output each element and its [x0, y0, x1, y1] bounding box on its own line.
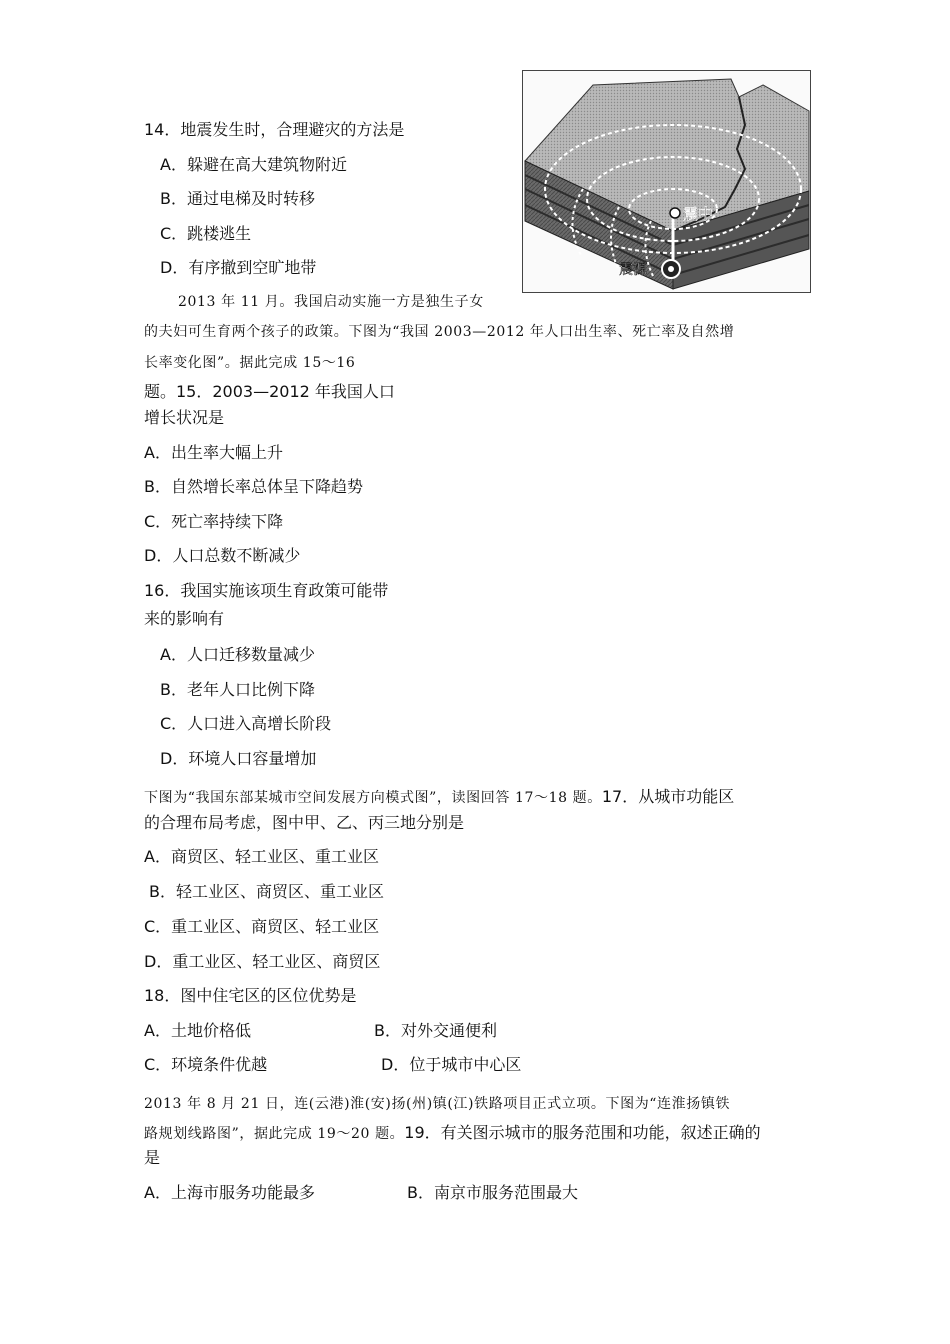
- earthquake-diagram: [523, 71, 810, 292]
- q19-intro-line1: 2013 年 8 月 21 日，连(云港)淮(安)扬(州)镇(江)铁路项目正式立项。下图为“连淮扬镇铁: [144, 1096, 731, 1112]
- q14-stem: 14．地震发生时，合理避灾的方法是: [144, 120, 405, 139]
- q18-option-a: A．土地价格低: [144, 1021, 251, 1040]
- earthquake-figure: [522, 70, 811, 293]
- q16-stem-line2: 来的影响有: [144, 609, 225, 628]
- q15-option-d: D．人口总数不断减少: [144, 546, 301, 565]
- q19-stem-line2: 是: [144, 1148, 161, 1167]
- q16-stem-line1: 16．我国实施该项生育政策可能带: [144, 581, 389, 600]
- q17-option-c: C．重工业区、商贸区、轻工业区: [144, 917, 380, 936]
- q15-stem-line1: 题。15．2003—2012 年我国人口: [144, 382, 395, 401]
- q16-option-d: D．环境人口容量增加: [160, 749, 317, 768]
- q18-option-b: B．对外交通便利: [374, 1021, 497, 1040]
- q19-intro-line2: [144, 1123, 761, 1144]
- q14-option-b: B．通过电梯及时转移: [160, 189, 315, 208]
- intro-15-16-line2: 的夫妇可生育两个孩子的政策。下图为“我国 2003—2012 年人口出生率、死亡率及自然增: [144, 324, 735, 340]
- q17-option-a: A．商贸区、轻工业区、重工业区: [144, 847, 379, 866]
- q19-option-a: A．上海市服务功能最多: [144, 1183, 315, 1202]
- q16-option-c: C．人口进入高增长阶段: [160, 714, 332, 733]
- q15-option-c: C．死亡率持续下降: [144, 512, 284, 531]
- q15-stem-line2: 增长状况是: [144, 408, 225, 427]
- q17-option-d: D．重工业区、轻工业区、商贸区: [144, 952, 381, 971]
- q16-option-b: B．老年人口比例下降: [160, 680, 315, 699]
- q16-option-a: A．人口迁移数量减少: [160, 645, 315, 664]
- q19-option-b: B．南京市服务范围最大: [407, 1183, 578, 1202]
- q17-stem-line1: 17．从城市功能区: [601, 787, 735, 806]
- epicenter-marker: [670, 208, 680, 218]
- q18-option-d: D．位于城市中心区: [381, 1055, 522, 1074]
- q17-stem-line2: 的合理布局考虑，图中甲、乙、丙三地分别是: [144, 813, 465, 832]
- intro-15-16-line1: 2013 年 11 月。我国启动实施一方是独生子女: [178, 294, 484, 310]
- q17-intro-line: [144, 787, 734, 808]
- q17-option-b: B．轻工业区、商贸区、重工业区: [149, 882, 384, 901]
- intro-15-16-line3: 长率变化图”。据此完成 15～16: [144, 355, 356, 371]
- q14-option-c: C．跳楼逃生: [160, 224, 252, 243]
- q15-option-b: B．自然增长率总体呈下降趋势: [144, 477, 363, 496]
- q14-option-a: A．躲避在高大建筑物附近: [160, 155, 347, 174]
- q18-option-c: C．环境条件优越: [144, 1055, 268, 1074]
- q17-intro: 下图为“我国东部某城市空间发展方向模式图”，读图回答 17～18 题。: [144, 790, 602, 806]
- epicenter-label: 震中: [683, 206, 714, 223]
- q14-option-d: D．有序撤到空旷地带: [160, 258, 317, 277]
- q15-option-a: A．出生率大幅上升: [144, 443, 283, 462]
- focus-label: 震源: [619, 261, 647, 277]
- q19-stem-line1: 19．有关图示城市的服务范围和功能，叙述正确的: [404, 1123, 761, 1142]
- q19-intro-text: 路规划线路图”，据此完成 19～20 题。: [144, 1126, 405, 1142]
- q18-stem: 18．图中住宅区的区位优势是: [144, 986, 357, 1005]
